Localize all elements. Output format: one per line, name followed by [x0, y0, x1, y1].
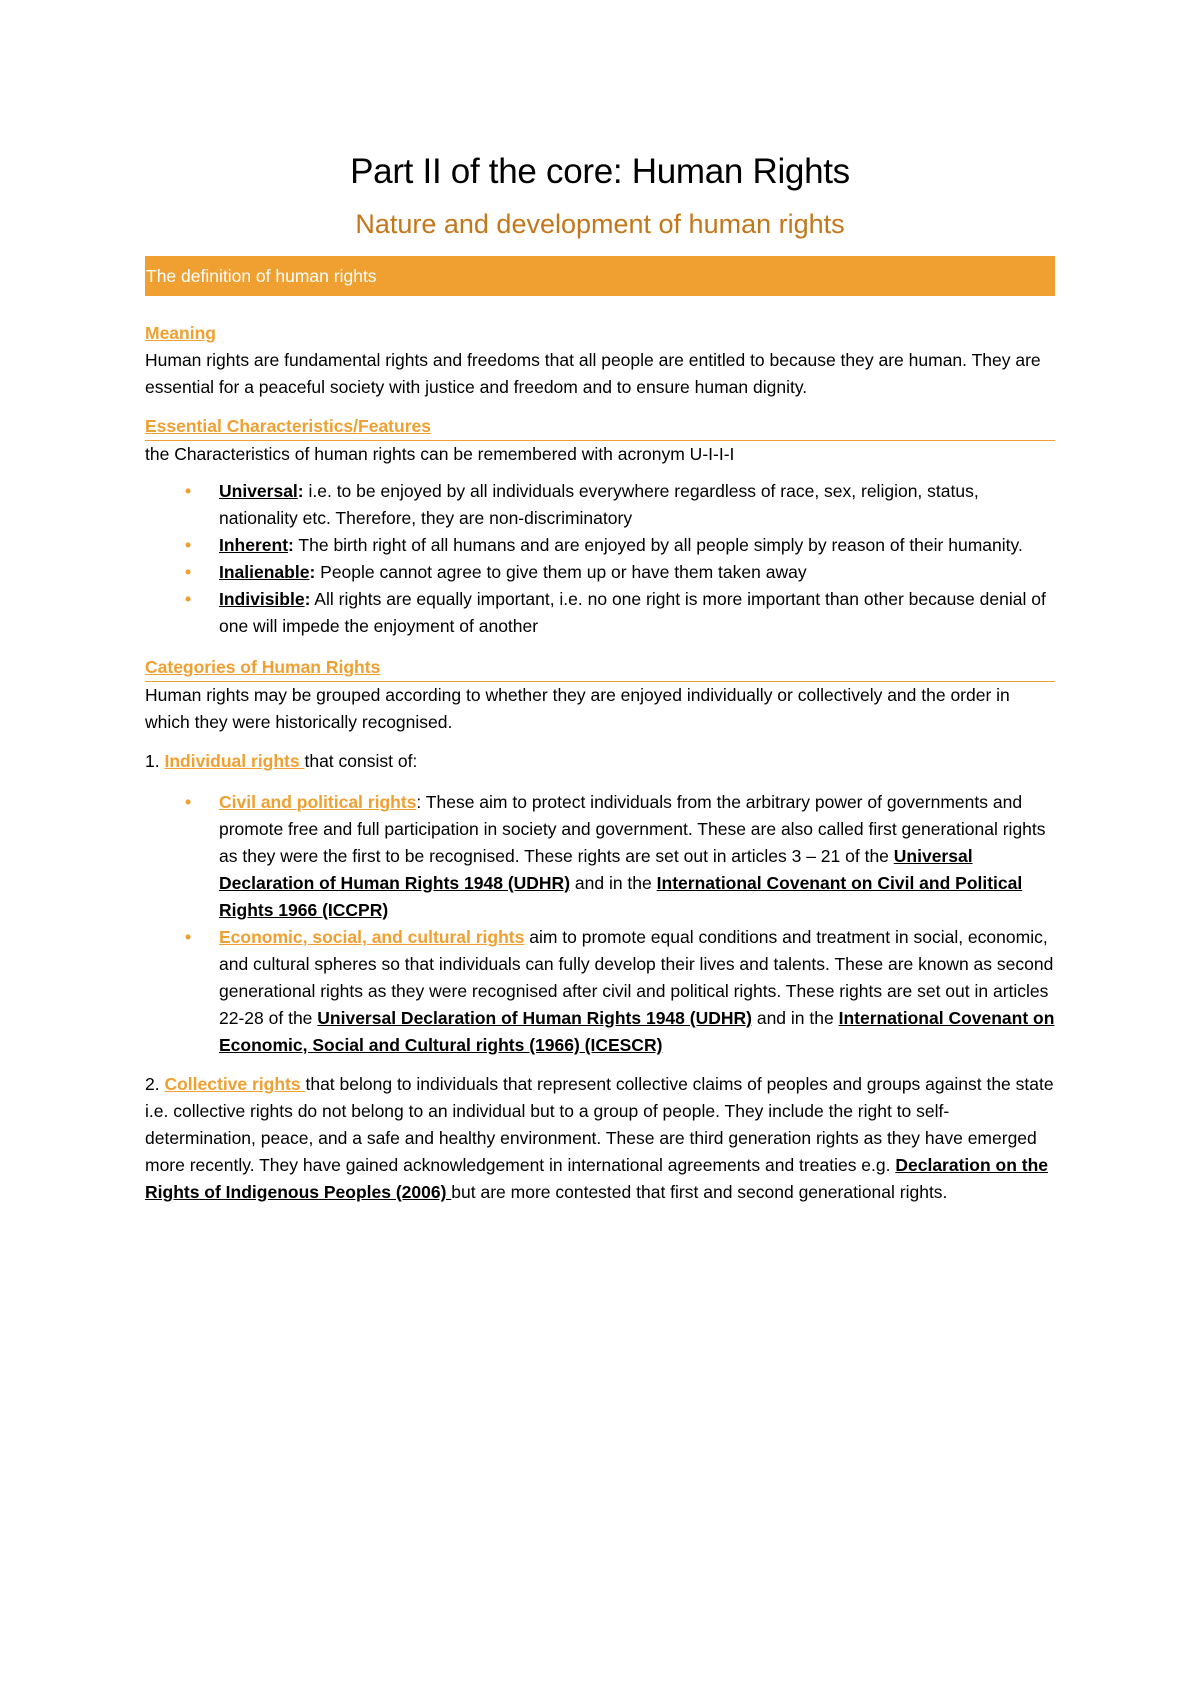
- term-civil-political: Civil and political rights: [219, 792, 417, 812]
- list-item-economic-social-cultural: [145, 924, 1055, 1059]
- section-bar-label: The definition of human rights: [146, 266, 377, 286]
- term-text: i.e. to be enjoyed by all individuals everywhere regardless of race, sex, religion, status, nationality etc. Therefore, they are non-discriminatory: [219, 481, 979, 528]
- term-inalienable: Inalienable: [219, 562, 310, 582]
- ref-udhr: Universal Declaration of Human Rights 1948 (UDHR): [317, 1008, 752, 1028]
- characteristics-intro: the Characteristics of human rights can be remembered with acronym U-I-I-I: [145, 444, 735, 464]
- economic-text-2: and in the: [751, 1008, 839, 1028]
- characteristics-heading: Essential Characteristics/Features: [145, 413, 1055, 441]
- collective-text: that belong to individuals that represent collective claims of peoples and groups against the state i.e. collective rights do not belong to an individual but to a group of people. They include the right to self-determination, peace, and a safe and healthy environment. These are third generation rights as they have emerged more recently. They have gained acknowledgement in international agreements and treaties e.g.: [145, 1074, 1054, 1175]
- individual-rights-rest: that consist of:: [304, 751, 418, 771]
- ref-icescr: International Covenant on Economic, Social and Cultural rights (1966) (ICESCR): [219, 1008, 1055, 1055]
- term-colon: :: [304, 589, 311, 609]
- list-item-inalienable: [145, 559, 1055, 586]
- civil-text-2: and in the: [570, 873, 657, 893]
- individual-rights-line: [145, 748, 1055, 775]
- term-economic-social-cultural: Economic, social, and cultural rights: [219, 927, 525, 947]
- list-item-indivisible: [145, 586, 1055, 640]
- economic-text: aim to promote equal conditions and treatment in social, economic, and cultural spheres so that individuals can fully develop their lives and talents. These are known as second generational rights as they were recognised after civil and political rights. These rights are set out in articles 22-28 of the: [219, 927, 1054, 1028]
- list-number: 1.: [145, 751, 165, 771]
- document-body: [145, 148, 1055, 1206]
- section-bar: [145, 256, 1055, 296]
- meaning-heading: Meaning: [145, 323, 216, 343]
- ref-udhr: Universal Declaration of Human Rights 1948 (UDHR): [219, 846, 973, 893]
- page-subtitle: Nature and development of human rights: [355, 209, 845, 239]
- page-title: Part II of the core: Human Rights: [350, 152, 850, 191]
- ref-iccpr: International Covenant on Civil and Political Rights 1966 (ICCPR): [219, 873, 1023, 920]
- individual-rights-label: Individual rights: [164, 751, 305, 771]
- categories-heading: Categories of Human Rights: [145, 654, 1055, 682]
- term-colon: :: [297, 481, 304, 501]
- categories-intro: Human rights may be grouped according to whether they are enjoyed individually or collectively and the order in which they were historically recognised.: [145, 685, 1010, 732]
- list-item-civil-political: [145, 789, 1055, 924]
- list-item-universal: [145, 478, 1055, 532]
- meaning-text: Human rights are fundamental rights and freedoms that all people are entitled to because they are human. They are essential for a peaceful society with justice and freedom and to ensure human dignity.: [145, 350, 1041, 397]
- term-colon: :: [309, 562, 316, 582]
- collective-rights-paragraph: [145, 1071, 1055, 1206]
- civil-text: : These aim to protect individuals from the arbitrary power of governments and promote free and full participation in society and government. These are also called first generational rights as they were the first to be recognised. These rights are set out in articles 3 – 21 of the: [219, 792, 1046, 866]
- term-text: People cannot agree to give them up or have them taken away: [315, 562, 807, 582]
- term-text: The birth right of all humans and are enjoyed by all people simply by reason of their humanity.: [293, 535, 1023, 555]
- term-indivisible: Indivisible: [219, 589, 305, 609]
- ref-undrip: Declaration on the Rights of Indigenous Peoples (2006): [145, 1155, 1049, 1202]
- term-colon: :: [288, 535, 294, 555]
- collective-text-2: but are more contested that first and second generational rights.: [451, 1182, 948, 1202]
- characteristics-list: [145, 478, 1055, 640]
- individual-rights-list: [145, 789, 1055, 1059]
- term-text: All rights are equally important, i.e. no one right is more important than other because denial of one will impede the enjoyment of another: [219, 589, 1046, 636]
- list-number: 2.: [145, 1074, 165, 1094]
- list-item-inherent: [145, 532, 1055, 559]
- term-inherent: Inherent: [219, 535, 289, 555]
- term-universal: Universal: [219, 481, 298, 501]
- collective-rights-label: Collective rights: [164, 1074, 306, 1094]
